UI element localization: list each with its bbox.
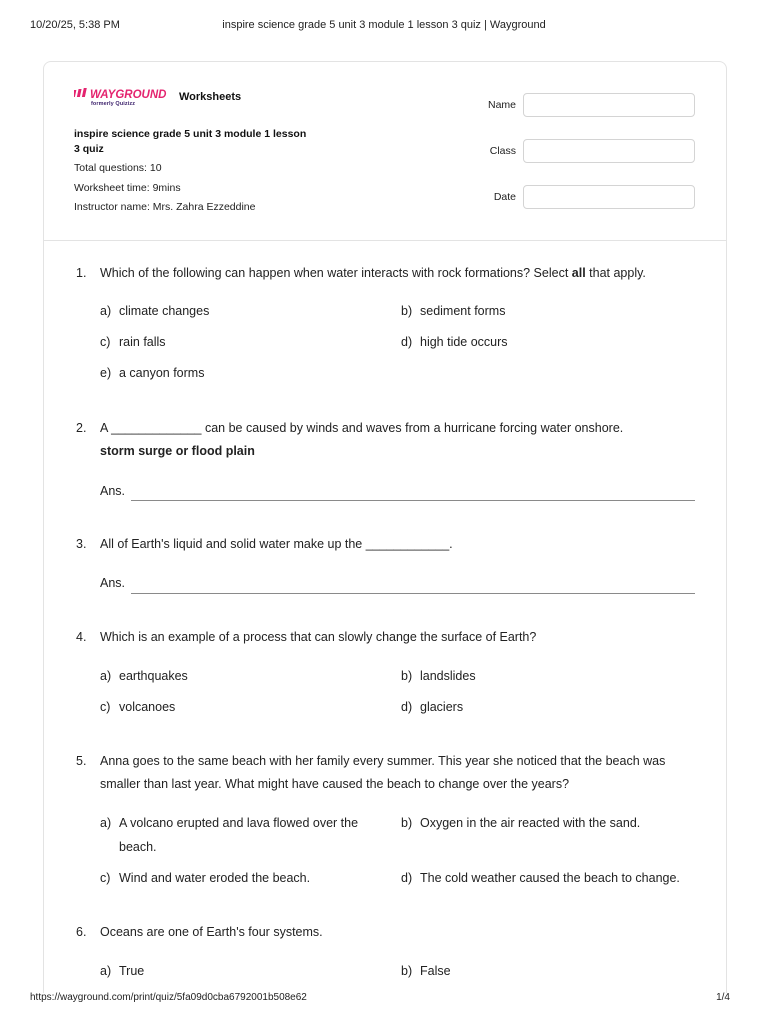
total-questions: Total questions: 10 xyxy=(74,162,162,174)
print-footer xyxy=(30,992,738,1006)
worksheet-time: Worksheet time: 9mins xyxy=(74,182,181,194)
option-5a-line-2: beach. xyxy=(119,840,157,854)
question-5-line-2: smaller than last year. What might have caused the beach to change over the years? xyxy=(100,777,570,791)
answer-line-3[interactable] xyxy=(131,593,695,594)
question-text-line-1: Anna goes to the same beach with her family every summer. This year she noticed that the beach was xyxy=(100,754,666,768)
date-label: Date xyxy=(493,191,516,203)
question-number: 5. xyxy=(76,754,87,768)
print-page-title: inspire science grade 5 unit 3 module 1 lesson 3 quiz | Wayground xyxy=(222,19,546,31)
worksheet-header xyxy=(44,62,726,241)
worksheet-page: WAYGROUND formerly Quizizz Worksheets inspire science grade 5 unit 3 module 1 lesson 3 quiz Total questions: 10 Worksheet time: 9mins Instructor name: Mrs. Zahra Ezzeddine Name Class Date 1. Which of the following can happen when water interacts with rock formations? Select all that apply. a) climate changes b) sediment forms c) rain falls d) high tide occurs e) a canyon forms 2. A _____________ can be caused by winds and waves from a hurricane forcing water onshore. storm surge or flood plain Ans. 3. All of Earth's liquid and solid water make up the ____________. Ans. 4. Which is an example of a process that can slowly change the surface of Earth? a) earthquakes b) landslides c) volcanoes d) glaciers 5. Anna goes to the same beach with her family every summer. This year she noticed that the beach was smaller than last year. What might have caused the beach to change over the years? a) A volcano erupted and lava flowed over the beach. b) Oxygen in the air reacted with the sand. c) Wind and water eroded the beach. d) The cold weather caused the beach to change. 6. Oceans are one of Earth's four systems. a) True b) False xyxy=(43,61,727,993)
instructor-name: Instructor name: Mrs. Zahra Ezzeddine xyxy=(74,201,256,213)
print-url: https://wayground.com/print/quiz/5fa09d0cba6792001b508e62 xyxy=(30,992,307,1003)
worksheets-label: Worksheets xyxy=(179,91,242,103)
question-text: Oceans are one of Earth's four systems. xyxy=(100,925,323,939)
name-label: Name xyxy=(487,99,516,111)
quiz-title: inspire science grade 5 unit 3 module 1 lesson 3 quiz xyxy=(74,128,307,155)
question-number: 3. xyxy=(76,537,87,551)
wayground-logo xyxy=(74,87,174,113)
question-number: 4. xyxy=(76,630,87,644)
question-text: Which of the following can happen when water interacts with rock formations? Select all that apply. xyxy=(100,266,646,280)
print-page-number: 1/4 xyxy=(716,992,730,1003)
brand-wordmark: WAYGROUND xyxy=(90,89,167,101)
question-number: 6. xyxy=(76,925,87,939)
answer-line-2[interactable] xyxy=(131,500,695,501)
brand-subtitle: formerly Quizizz xyxy=(91,101,136,107)
name-field[interactable] xyxy=(523,93,695,117)
class-field[interactable] xyxy=(523,139,695,163)
question-text: Which is an example of a process that can slowly change the surface of Earth? xyxy=(100,630,537,644)
question-2-hint: storm surge or flood plain xyxy=(100,444,255,458)
question-text: A _____________ can be caused by winds and waves from a hurricane forcing water onshore. xyxy=(100,421,624,435)
class-label: Class xyxy=(489,145,516,157)
answer-label: Ans. xyxy=(100,576,126,590)
date-field[interactable] xyxy=(523,185,695,209)
question-text: All of Earth's liquid and solid water make up the ____________. xyxy=(100,537,453,551)
answer-label: Ans. xyxy=(100,484,126,498)
print-datetime: 10/20/25, 5:38 PM xyxy=(30,19,120,31)
question-number: 2. xyxy=(76,421,87,435)
question-number: 1. xyxy=(76,266,87,280)
print-header xyxy=(30,19,738,33)
